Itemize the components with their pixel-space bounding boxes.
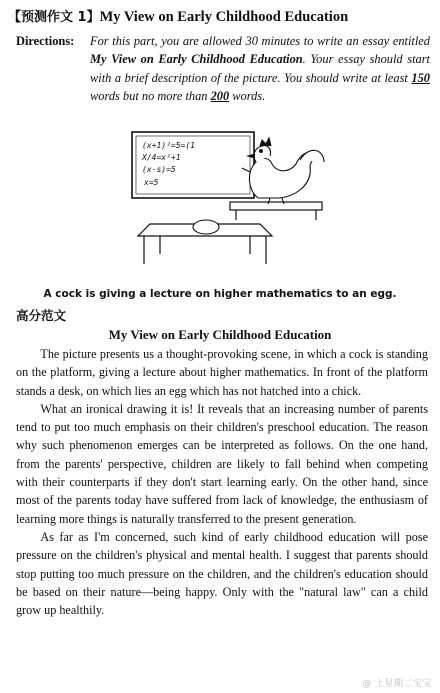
min-words: 150 [411, 70, 430, 85]
board-line-2: X/4=x²+1 [142, 153, 181, 162]
board-line-4: x=5 [144, 178, 159, 187]
sample-essay-label: 高分范文 [16, 308, 67, 323]
directions-title-ref: My View on Early Childhood Education [90, 52, 303, 67]
board-line-1: (x+1)²=5=(1 [142, 141, 195, 150]
essay-title: My View on Early Childhood Education [108, 327, 332, 342]
board-line-3: (x-s)=5 [142, 165, 176, 174]
directions-label: Directions: [16, 34, 75, 48]
prediction-heading [8, 6, 436, 26]
directions-text-part-1: For this part, you are allowed 30 minutes to write an essay entitled [90, 34, 430, 48]
directions-text-part-2: . Your essay should start with a brief description of the picture. You should write at least [90, 52, 430, 85]
directions-text-part-3: words but no more than [90, 89, 211, 104]
essay-body [16, 345, 428, 619]
directions-block [16, 32, 430, 106]
directions-text [90, 32, 430, 106]
platform [230, 202, 322, 210]
essay-paragraph-2: What an ironical drawing it is! It reveals that an increasing number of parents tend to put too much emphasis on their children's preschool education. The reason why such phenomenon emerges can be interpreted as follows. On the one hand, from the parents' perspective, children are likely to fall behind when competing with their counterparts if they don't start learning early. On the other hand, since most of the parents today have suffered from lack of knowledge, the enthusiasm of learning more things is naturally transferred to the present generation. [16, 401, 428, 526]
directions-text-part-4: words. [229, 89, 266, 104]
egg [193, 220, 219, 234]
essay-paragraph-1: The picture presents us a thought-provoking scene, in which a cock is standing on the platform, giving a lecture about higher mathematics. In front of the platform stands a desk, on which lies an egg which has not hatched into a chick. [16, 347, 428, 398]
max-words: 200 [210, 89, 230, 104]
heading-title: My View on Early Childhood Education [99, 9, 349, 25]
heading-tag: 【预测作文 1】 [8, 10, 100, 25]
illustration-caption: A cock is giving a lecture on higher mathematics to an egg. [43, 288, 397, 300]
cock-lecture-illustration [120, 128, 330, 268]
essay-paragraph-3: As far as I'm concerned, such kind of early childhood education will pose pressure on the children's physical and mental health. I suggest that parents should stop putting too much pressure on the children, and the children's education should be based on their nature—being happy. Only with the "natural law" can a child grow up healthily. [16, 529, 428, 618]
watermark: @ 上星期二宝宝 [362, 679, 432, 689]
